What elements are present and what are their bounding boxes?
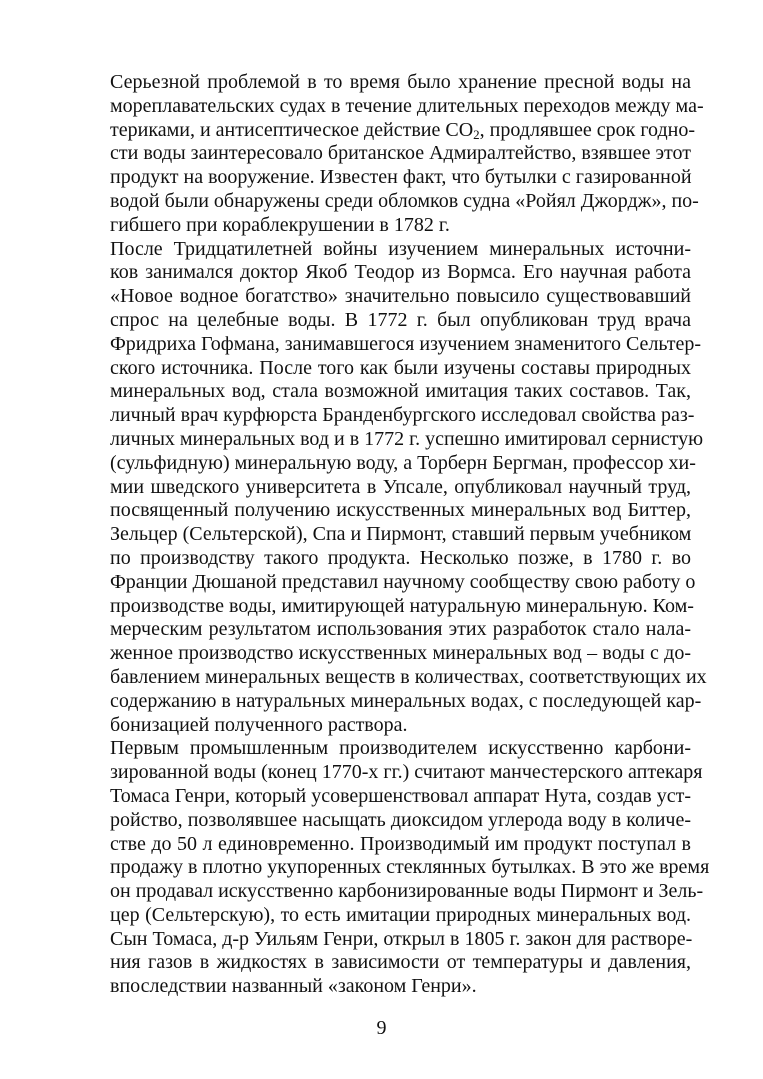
text-line: цер (Сельтерскую), то есть имитации природных минеральных вод. (110, 903, 691, 926)
text-line: «Новое водное богатство» значительно повысило существовавший (110, 285, 691, 308)
text-line: стве до 50 л единовременно. Производимый им продукт поступал в (110, 832, 691, 855)
text-line: посвященный получению искусственных минеральных вод Биттер, (110, 499, 691, 522)
text-line: мии шведского университета в Упсале, опубликовал научный труд, (110, 475, 691, 498)
co2-subscript: 2 (473, 126, 480, 142)
text-line: ройство, позволявшее насыщать диоксидом углерода воду в количе- (110, 808, 691, 831)
text-line: мореплавательских судах в течение длительных переходов между ма- (110, 94, 704, 117)
text-line: личных минеральных вод и в 1772 г. успешно имитировал сернистую (110, 427, 704, 450)
text-line: по производству такого продукта. Несколько позже, в 1780 г. во (110, 546, 691, 569)
text-line: (сульфидную) минеральную воду, а Торберн Бергман, профессор хи- (110, 451, 696, 474)
text-line: ния газов в жидкостях в зависимости от температуры и давления, (110, 951, 691, 974)
text-line: Томаса Генри, который усовершенствовал аппарат Нута, создав уст- (110, 784, 691, 807)
text-line: гибшего при кораблекрушении в 1782 г. (110, 213, 450, 236)
text-line: личный врач курфюрста Бранденбургского исследовал свойства раз- (110, 404, 695, 427)
text-segment: , продлявшее срок годно- (479, 118, 695, 141)
text-line: минеральных вод, стала возможной имитация таких составов. Так, (110, 380, 691, 403)
text-line: Сын Томаса, д-р Уильям Генри, открыл в 1805 г. закон для растворе- (110, 927, 693, 950)
text-line: Фридриха Гофмана, занимавшегося изучением знаменитого Сельтер- (110, 332, 702, 355)
text-line: зированной воды (конец 1770-х гг.) считают манчестерского аптекаря (110, 761, 703, 784)
text-line: Первым промышленным производителем искусственно карбони- (110, 737, 691, 760)
paragraph-2 (74, 237, 707, 738)
text-line: впоследствии названный «законом Генри». (110, 975, 477, 998)
text-line: ского источника. После того как были изучены составы природных (110, 356, 691, 379)
text-line: продажу в плотно укупоренных стеклянных бутылках. В это же время (110, 856, 710, 879)
page-number: 9 (376, 1017, 387, 1039)
text-line: продукт на вооружение. Известен факт, что бутылки с газированной (110, 166, 692, 189)
text-line: Франции Дюшаной представил научному сообществу свою работу о (110, 570, 696, 593)
document-body (74, 71, 710, 999)
text-line: спрос на целебные воды. В 1772 г. был опубликован труд врача (110, 308, 691, 331)
text-line: женное производство искусственных минеральных вод – воды с до- (110, 642, 691, 665)
text-line: содержанию в натуральных минеральных водах, с последующей кар- (110, 689, 702, 712)
text-line-co2 (74, 118, 695, 143)
text-line: сти воды заинтересовало британское Адмиралтейство, взявшее этот (110, 142, 692, 165)
text-line: Зельцер (Сельтерской), Спа и Пирмонт, ставший первым учебником (110, 523, 692, 546)
text-line: мерческим результатом использования этих разработок стало нала- (110, 618, 691, 641)
text-line: он продавал искусственно карбонизированные воды Пирмонт и Зель- (110, 880, 704, 903)
paragraph-1 (74, 71, 704, 238)
text-line: бонизацией полученного раствора. (110, 713, 408, 736)
text-line: После Тридцатилетней войны изучением минеральных источни- (110, 237, 691, 260)
paragraph-3 (74, 737, 710, 999)
text-line: Серьезной проблемой в то время было хранение пресной воды на (110, 71, 691, 93)
text-line: производстве воды, имитирующей натуральную минеральную. Ком- (110, 594, 694, 617)
text-segment: териками, и антисептическое действие CO (110, 118, 474, 141)
text-line: ков занимался доктор Якоб Теодор из Вормса. Его научная работа (110, 261, 691, 284)
text-line: водой были обнаружены среди обломков судна «Ройял Джордж», по- (110, 189, 699, 212)
text-line: бавлением минеральных веществ в количествах, соответствующих их (110, 665, 707, 688)
